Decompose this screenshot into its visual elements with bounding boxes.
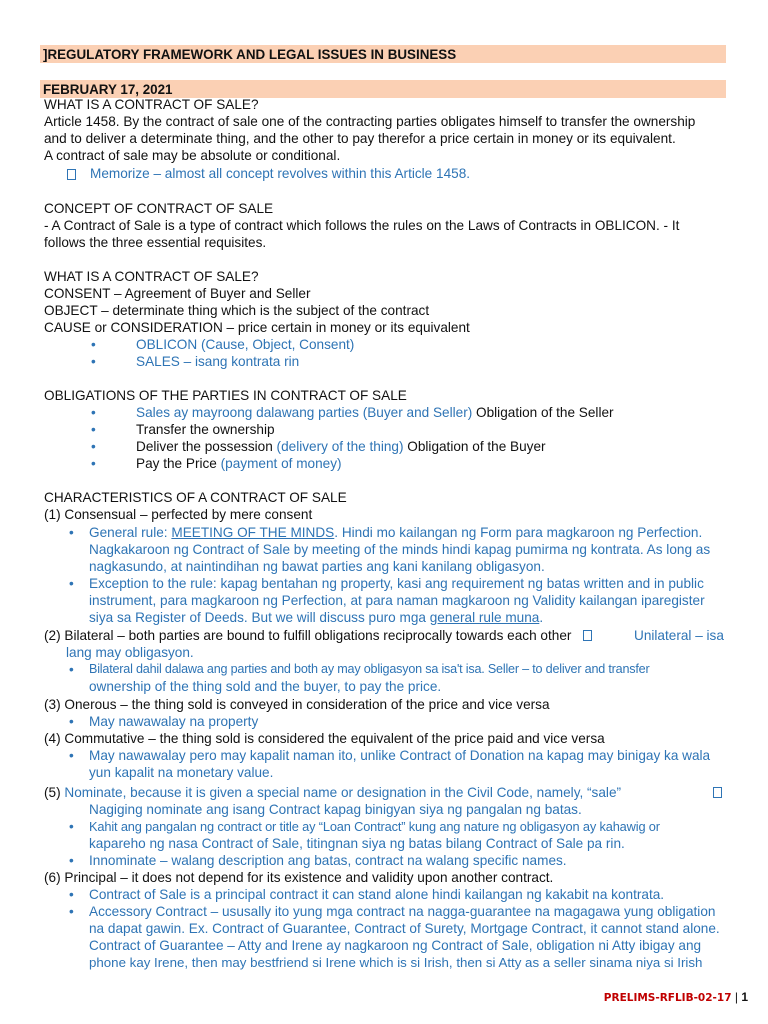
list-item: Pay the Price (payment of money) [136,456,342,471]
paragraph-line: - A Contract of Sale is a type of contract which follows the rules on the Laws of Contracts in OBLICON. - It [44,218,680,233]
list-item: Exception to the rule: kapag bentahan ng property, kasi ang requirement ng batas written and in public [89,576,704,591]
requisite-object: OBJECT – determinate thing which is the subject of the contract [44,303,430,318]
bullet-marker: • [91,405,96,420]
bullet-marker: • [69,576,74,591]
bullet-marker: • [69,819,74,834]
article-text: and to deliver a determinate thing, and the other to pay therefor a price certain in money or its equivalent. [44,131,676,146]
list-item-continuation: lang may obligasyon. [66,645,194,660]
list-item: General rule: MEETING OF THE MINDS. Hindi mo kailangan ng Form para magkaroon ng Perfection. [89,525,703,540]
characteristic-heading: (1) Consensual – perfected by mere consent [44,507,313,522]
arrow-bullet-icon [67,169,76,180]
list-item-continuation: ownership of the thing sold and the buyer, to pay the price. [89,679,442,694]
lecture-date: FEBRUARY 17, 2021 [43,82,173,97]
list-item: Transfer the ownership [136,422,275,437]
bullet-marker: • [69,904,74,919]
unilateral-note: Unilateral – isa [634,628,724,643]
list-item-continuation: nagkasundo, at naintindihan ng bawat parties ang kani kanilang obligasyon. [89,559,545,574]
requisite-consent: CONSENT – Agreement of Buyer and Seller [44,286,311,301]
list-item-continuation: Nagkakaroon ng Contract of Sale by meeting of the minds hindi kapag pumirma ng kontrata. As long as [89,542,711,557]
arrow-bullet-icon [583,630,592,641]
bullet-marker: • [91,422,96,437]
characteristic-heading: (6) Principal – it does not depend for its existence and validity upon another contract. [44,870,554,885]
list-item-continuation: yun kapalit na monetary value. [89,765,274,780]
list-item-continuation: Nagiging nominate ang isang Contract kapag binigyan siya ng pangalan ng batas. [89,802,582,817]
bullet-marker: • [91,439,96,454]
list-item-continuation: na dapat gawin. Ex. Contract of Guarantee, Contract of Surety, Mortgage Contract, it cannot stand alone. [89,921,720,936]
list-item: May nawawalay pero may kapalit naman ito, unlike Contract of Donation na kapag may binigay ka wala [89,748,711,763]
characteristic-heading: (3) Onerous – the thing sold is conveyed in consideration of the price and vice versa [44,697,550,712]
article-text: Article 1458. By the contract of sale one of the contracting parties obligates himself to transfer the ownership [44,114,696,129]
page-number: 1 [741,990,748,1004]
section-title: CONCEPT OF CONTRACT OF SALE [44,201,274,216]
list-item: May nawawalay na property [89,714,259,729]
footer-code: PRELIMS-RFLIB-02-17 [603,992,732,1004]
list-item: Deliver the possession (delivery of the thing) Obligation of the Buyer [136,439,546,454]
page-footer [604,989,748,1007]
bullet-marker: • [69,714,74,729]
bullet-marker: • [69,853,74,868]
memorize-note: Memorize – almost all concept revolves within this Article 1458. [90,166,471,181]
list-item: Sales ay mayroong dalawang parties (Buyer and Seller) Obligation of the Seller [136,405,614,420]
characteristic-heading: (4) Commutative – the thing sold is considered the equivalent of the price paid and vice versa [44,731,605,746]
bullet-marker: • [69,748,74,763]
characteristic-heading: (2) Bilateral – both parties are bound to fulfill obligations reciprocally towards each other [44,628,572,643]
bullet-marker: • [91,456,96,471]
bullet-marker: • [91,354,96,369]
list-item-continuation: phone kay Irene, then may bestfriend si Irene which is si Irish, then si Atty as a seller sinama niya si Irish [89,955,703,970]
list-item: OBLICON (Cause, Object, Consent) [136,337,355,352]
list-item: SALES – isang kontrata rin [136,354,300,369]
section-title: OBLIGATIONS OF THE PARTIES IN CONTRACT OF SALE [44,388,407,403]
arrow-bullet-icon [713,787,722,798]
list-item-continuation: kapareho ng nasa Contract of Sale, titingnan siya ng batas bilang Contract of Sale pa rin. [89,836,625,851]
bullet-marker: • [69,662,74,677]
title-highlight [40,45,726,63]
list-item: Innominate – walang description ang batas, contract na walang specific names. [89,853,567,868]
bullet-marker: • [69,525,74,540]
bullet-marker: • [69,887,74,902]
section-title: CHARACTERISTICS OF A CONTRACT OF SALE [44,490,347,505]
list-item-continuation: siya sa Register of Deeds. But we will discuss puro mga general rule muna. [89,610,544,625]
footer-separator: | [731,990,742,1004]
section-question: WHAT IS A CONTRACT OF SALE? [44,269,259,284]
requisite-cause: CAUSE or CONSIDERATION – price certain in money or its equivalent [44,320,470,335]
list-item-continuation: instrument, para magkaroon ng Perfection, at para naman magkaroon ng Validity kailangan iparegister [89,593,705,608]
list-item: Contract of Sale is a principal contract it can stand alone hindi kailangan ng kakabit na kontrata. [89,887,665,902]
bullet-marker: • [91,337,96,352]
article-text: A contract of sale may be absolute or conditional. [44,148,341,163]
list-item: Accessory Contract – ususally ito yung mga contract na nagga-guarantee na magagawa yung obligation [89,904,716,919]
document-title: ]REGULATORY FRAMEWORK AND LEGAL ISSUES IN BUSINESS [43,47,457,62]
paragraph-line: follows the three essential requisites. [44,235,267,250]
list-item: Bilateral dahil dalawa ang parties and both ay may obligasyon sa isa't isa. Seller – to deliver and transfer [89,662,650,676]
characteristic-heading: (5) Nominate, because it is given a special name or designation in the Civil Code, namely, “sale” [44,785,622,800]
list-item-continuation: Contract of Guarantee – Atty and Irene ay nagkaroon ng Contract of Sale, obligation ni Atty ibigay ang [89,938,702,953]
section-question: WHAT IS A CONTRACT OF SALE? [44,97,259,112]
list-item: Kahit ang pangalan ng contract or title ay “Loan Contract” kung ang nature ng obligasyon ay kahawig or [89,819,660,834]
